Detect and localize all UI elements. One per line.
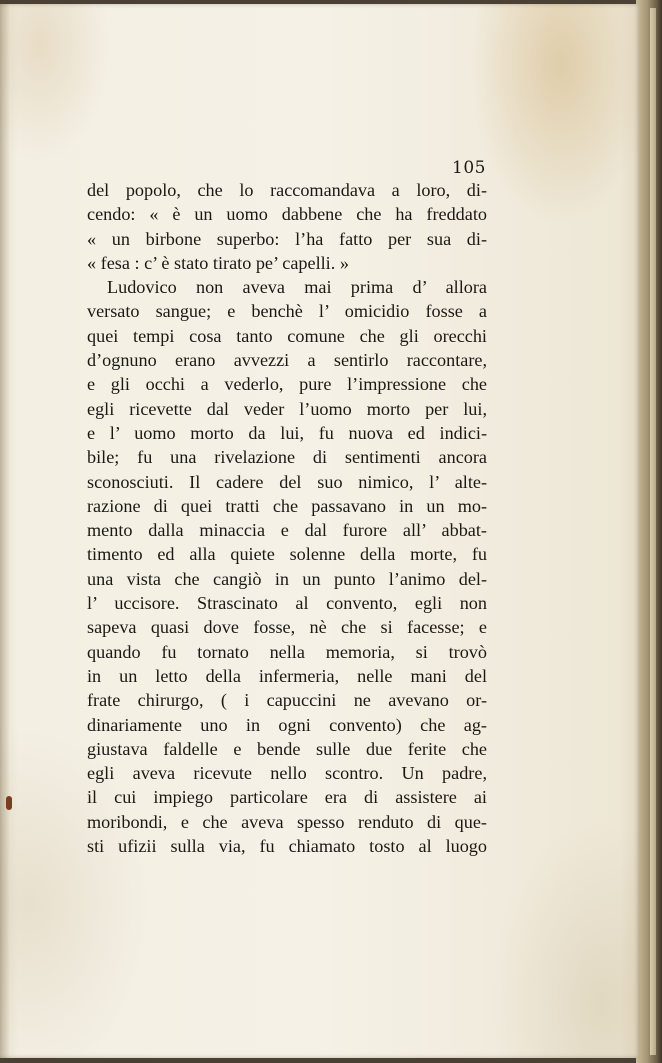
text-line: frate chirurgo, ( i capuccini ne avevano or-	[87, 690, 487, 711]
body-text	[87, 178, 487, 858]
text-line: timento ed alla quiete solenne della morte, fu	[87, 544, 487, 565]
text-line: l’ uccisore. Strascinato al convento, egli non	[87, 593, 487, 614]
text-line: una vista che cangiò in un punto l’animo del-	[87, 568, 487, 589]
text-line: versato sangue; e benchè l’ omicidio fosse a	[87, 301, 487, 322]
text-line: quei tempi cosa tanto comune che gli orecchi	[87, 325, 487, 346]
text-line: « fesa : c’ è stato tirato pe’ capelli. »	[87, 252, 349, 273]
text-line: il cui impiego particolare era di assistere ai	[87, 787, 487, 808]
text-line: mento dalla minaccia e dal furore all’ abbat-	[87, 520, 487, 541]
text-line: sconosciuti. Il cadere del suo nimico, l’ alte-	[87, 471, 487, 492]
text-line: e gli occhi a vederlo, pure l’impressione che	[87, 374, 487, 395]
text-line: giustava faldelle e bende sulle due ferite che	[87, 738, 487, 759]
page-stack-inner-edge	[650, 8, 656, 1055]
text-line: « un birbone superbo: l’ha fatto per sua di-	[87, 228, 487, 249]
text-line: e l’ uomo morto da lui, fu nuova ed indici-	[87, 422, 487, 443]
text-line: Ludovico non aveva mai prima d’ allora	[107, 277, 487, 298]
text-line: razione di quei tratti che passavano in un mo-	[87, 495, 487, 516]
margin-stain-mark	[6, 796, 12, 810]
text-line: sti ufizii sulla via, fu chiamato tosto al luogo	[87, 836, 487, 857]
text-line: del popolo, che lo raccomandava a loro, di-	[87, 180, 487, 200]
gutter-shadow	[0, 4, 10, 1058]
text-line: egli aveva ricevute nello scontro. Un padre,	[87, 763, 487, 784]
page-number: 105	[452, 158, 486, 178]
text-line: d’ognuno erano avvezzi a sentirlo raccontare,	[87, 350, 487, 371]
text-line: dinariamente uno in ogni convento) che ag-	[87, 714, 487, 735]
text-line: cendo: « è un uomo dabbene che ha freddato	[87, 204, 487, 225]
text-line: moribondi, e che aveva spesso renduto di que-	[87, 811, 487, 832]
text-line: egli ricevette dal veder l’uomo morto per lui,	[87, 398, 487, 419]
text-line: bile; fu una rivelazione di sentimenti ancora	[87, 447, 487, 468]
text-line: sapeva quasi dove fosse, nè che si facesse; e	[87, 617, 487, 638]
text-line: quando fu tornato nella memoria, si trovò	[87, 641, 487, 662]
text-line: in un letto della infermeria, nelle mani del	[87, 665, 487, 686]
